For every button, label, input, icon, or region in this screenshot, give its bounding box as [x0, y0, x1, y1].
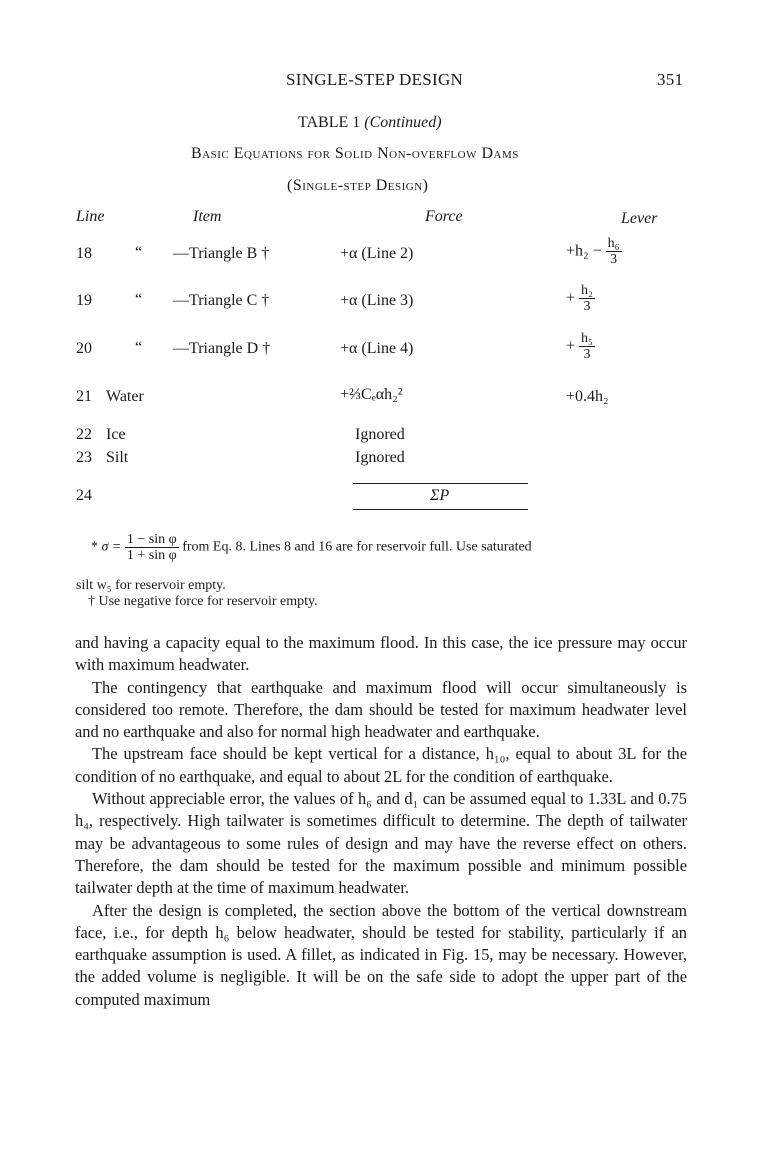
table-row-item: —Triangle D † — [173, 340, 271, 357]
lever-lead: +h₂ − — [566, 242, 602, 260]
sum-rule-top — [353, 483, 528, 484]
table-row-force: +α (Line 4) — [340, 340, 414, 357]
table-row-item: Silt — [106, 449, 129, 466]
paragraph: Without appreciable error, the values of h₆ and d₁ can be assumed equal to 1.33L and 0.75 h₄, respectively. High tailwater is sometimes difficult to determine. The depth of tailwater may be advantageous to some rules of design and may have the reverse effect on others. Therefore, the dam should be tested for the maximum possible and minimum possible tailwater depth at the time of maximum headwater. — [75, 789, 687, 898]
lever-fraction — [579, 331, 595, 362]
footnote-sigma-symbol: σ = — [101, 539, 122, 555]
footnote-text: from Eq. 8. Lines 8 and 16 are for reservoir full. Use saturated — [182, 539, 532, 555]
sigma-den: 1 + sin φ — [126, 548, 177, 563]
col-header-line: Line — [76, 208, 105, 225]
body-text — [75, 632, 687, 1011]
table-row-force: +α (Line 2) — [340, 245, 414, 262]
col-header-lever: Lever — [621, 210, 658, 227]
sigma-num: 1 − sin φ — [126, 532, 177, 547]
lever-den: 3 — [610, 252, 618, 267]
lever-lead: + — [566, 337, 576, 355]
table-row-item: —Triangle B † — [173, 245, 270, 262]
table-row-line: 22 — [76, 426, 92, 443]
ditto-mark: “ — [135, 339, 143, 356]
col-header-item: Item — [193, 208, 222, 225]
sum-rule-bottom — [353, 509, 528, 510]
table-row-line: 20 — [76, 340, 92, 357]
lever-num: h₆ — [607, 236, 620, 251]
table-row-line: 23 — [76, 449, 92, 466]
paragraph: After the design is completed, the section above the bottom of the vertical downstream face, i.e., for depth h₆ below headwater, should be tested for stability, particularly if an earthquake assumption is used. A fillet, as indicated in Fig. 15, may be necessary. However, the added volume is negligible. It will be on the safe side to adopt the upper part of the computed maximum — [75, 900, 687, 1009]
table-row-line: 21 — [76, 388, 92, 405]
table-subtitle: Basic Equations for Solid Non-overflow Dams — [191, 145, 519, 162]
lever-den: 3 — [583, 347, 591, 362]
lever-fraction — [606, 236, 622, 267]
table-title — [298, 114, 442, 132]
table-subtitle-2: (Single-step Design) — [287, 177, 429, 194]
col-header-force: Force — [425, 208, 463, 225]
table-row-lever — [566, 283, 595, 314]
paragraph: The upstream face should be kept vertical for a distance, h₁₀, equal to about 3L for the condition of no earthquake, and equal to about 2L for the condition of earthquake. — [75, 744, 687, 786]
lever-den: 3 — [583, 299, 591, 314]
table-row-line: 19 — [76, 292, 92, 309]
table-row-item: —Triangle C † — [173, 292, 270, 309]
footnote-dagger: † Use negative force for reservoir empty. — [88, 594, 318, 609]
paragraph: The contingency that earthquake and maximum flood will occur simultaneously is considered too remote. Therefore, the dam should be tested for maximum headwater level and no earthquake and also for normal high headwater and earthquake. — [75, 677, 687, 742]
table-row-item: Ice — [106, 426, 126, 443]
table-row-lever — [566, 236, 622, 267]
table-row-force: Ignored — [355, 449, 405, 466]
lever-lead: + — [566, 289, 576, 307]
ditto-mark: “ — [135, 244, 143, 261]
footnote-line2: silt w₅ for reservoir empty. — [76, 578, 226, 593]
lever-fraction — [579, 283, 595, 314]
table-continued: (Continued) — [364, 114, 442, 131]
table-row-force: Ignored — [355, 426, 405, 443]
table-row-force: ΣP — [430, 487, 450, 504]
page-number: 351 — [657, 70, 684, 89]
running-title: SINGLE-STEP DESIGN — [286, 70, 464, 89]
table-row-line: 18 — [76, 245, 92, 262]
lever-num: h₅ — [581, 331, 593, 346]
table-row-lever — [566, 331, 595, 362]
paragraph: and having a capacity equal to the maximum flood. In this case, the ice pressure may occur with maximum headwater. — [75, 633, 687, 675]
table-row-item: Water — [106, 388, 144, 405]
table-row-force: +α (Line 3) — [340, 292, 414, 309]
table-number: TABLE 1 — [298, 114, 361, 131]
ditto-mark: “ — [135, 291, 143, 308]
lever-num: h₂ — [581, 283, 593, 298]
footnote-mark: * — [91, 539, 98, 555]
table-row-force: +⅔Cₑαh₂² — [340, 386, 403, 403]
footnote-sigma — [91, 532, 532, 563]
sigma-fraction — [125, 532, 179, 563]
table-row-lever: +0.4h₂ — [566, 388, 609, 405]
table-row-line: 24 — [76, 487, 92, 504]
